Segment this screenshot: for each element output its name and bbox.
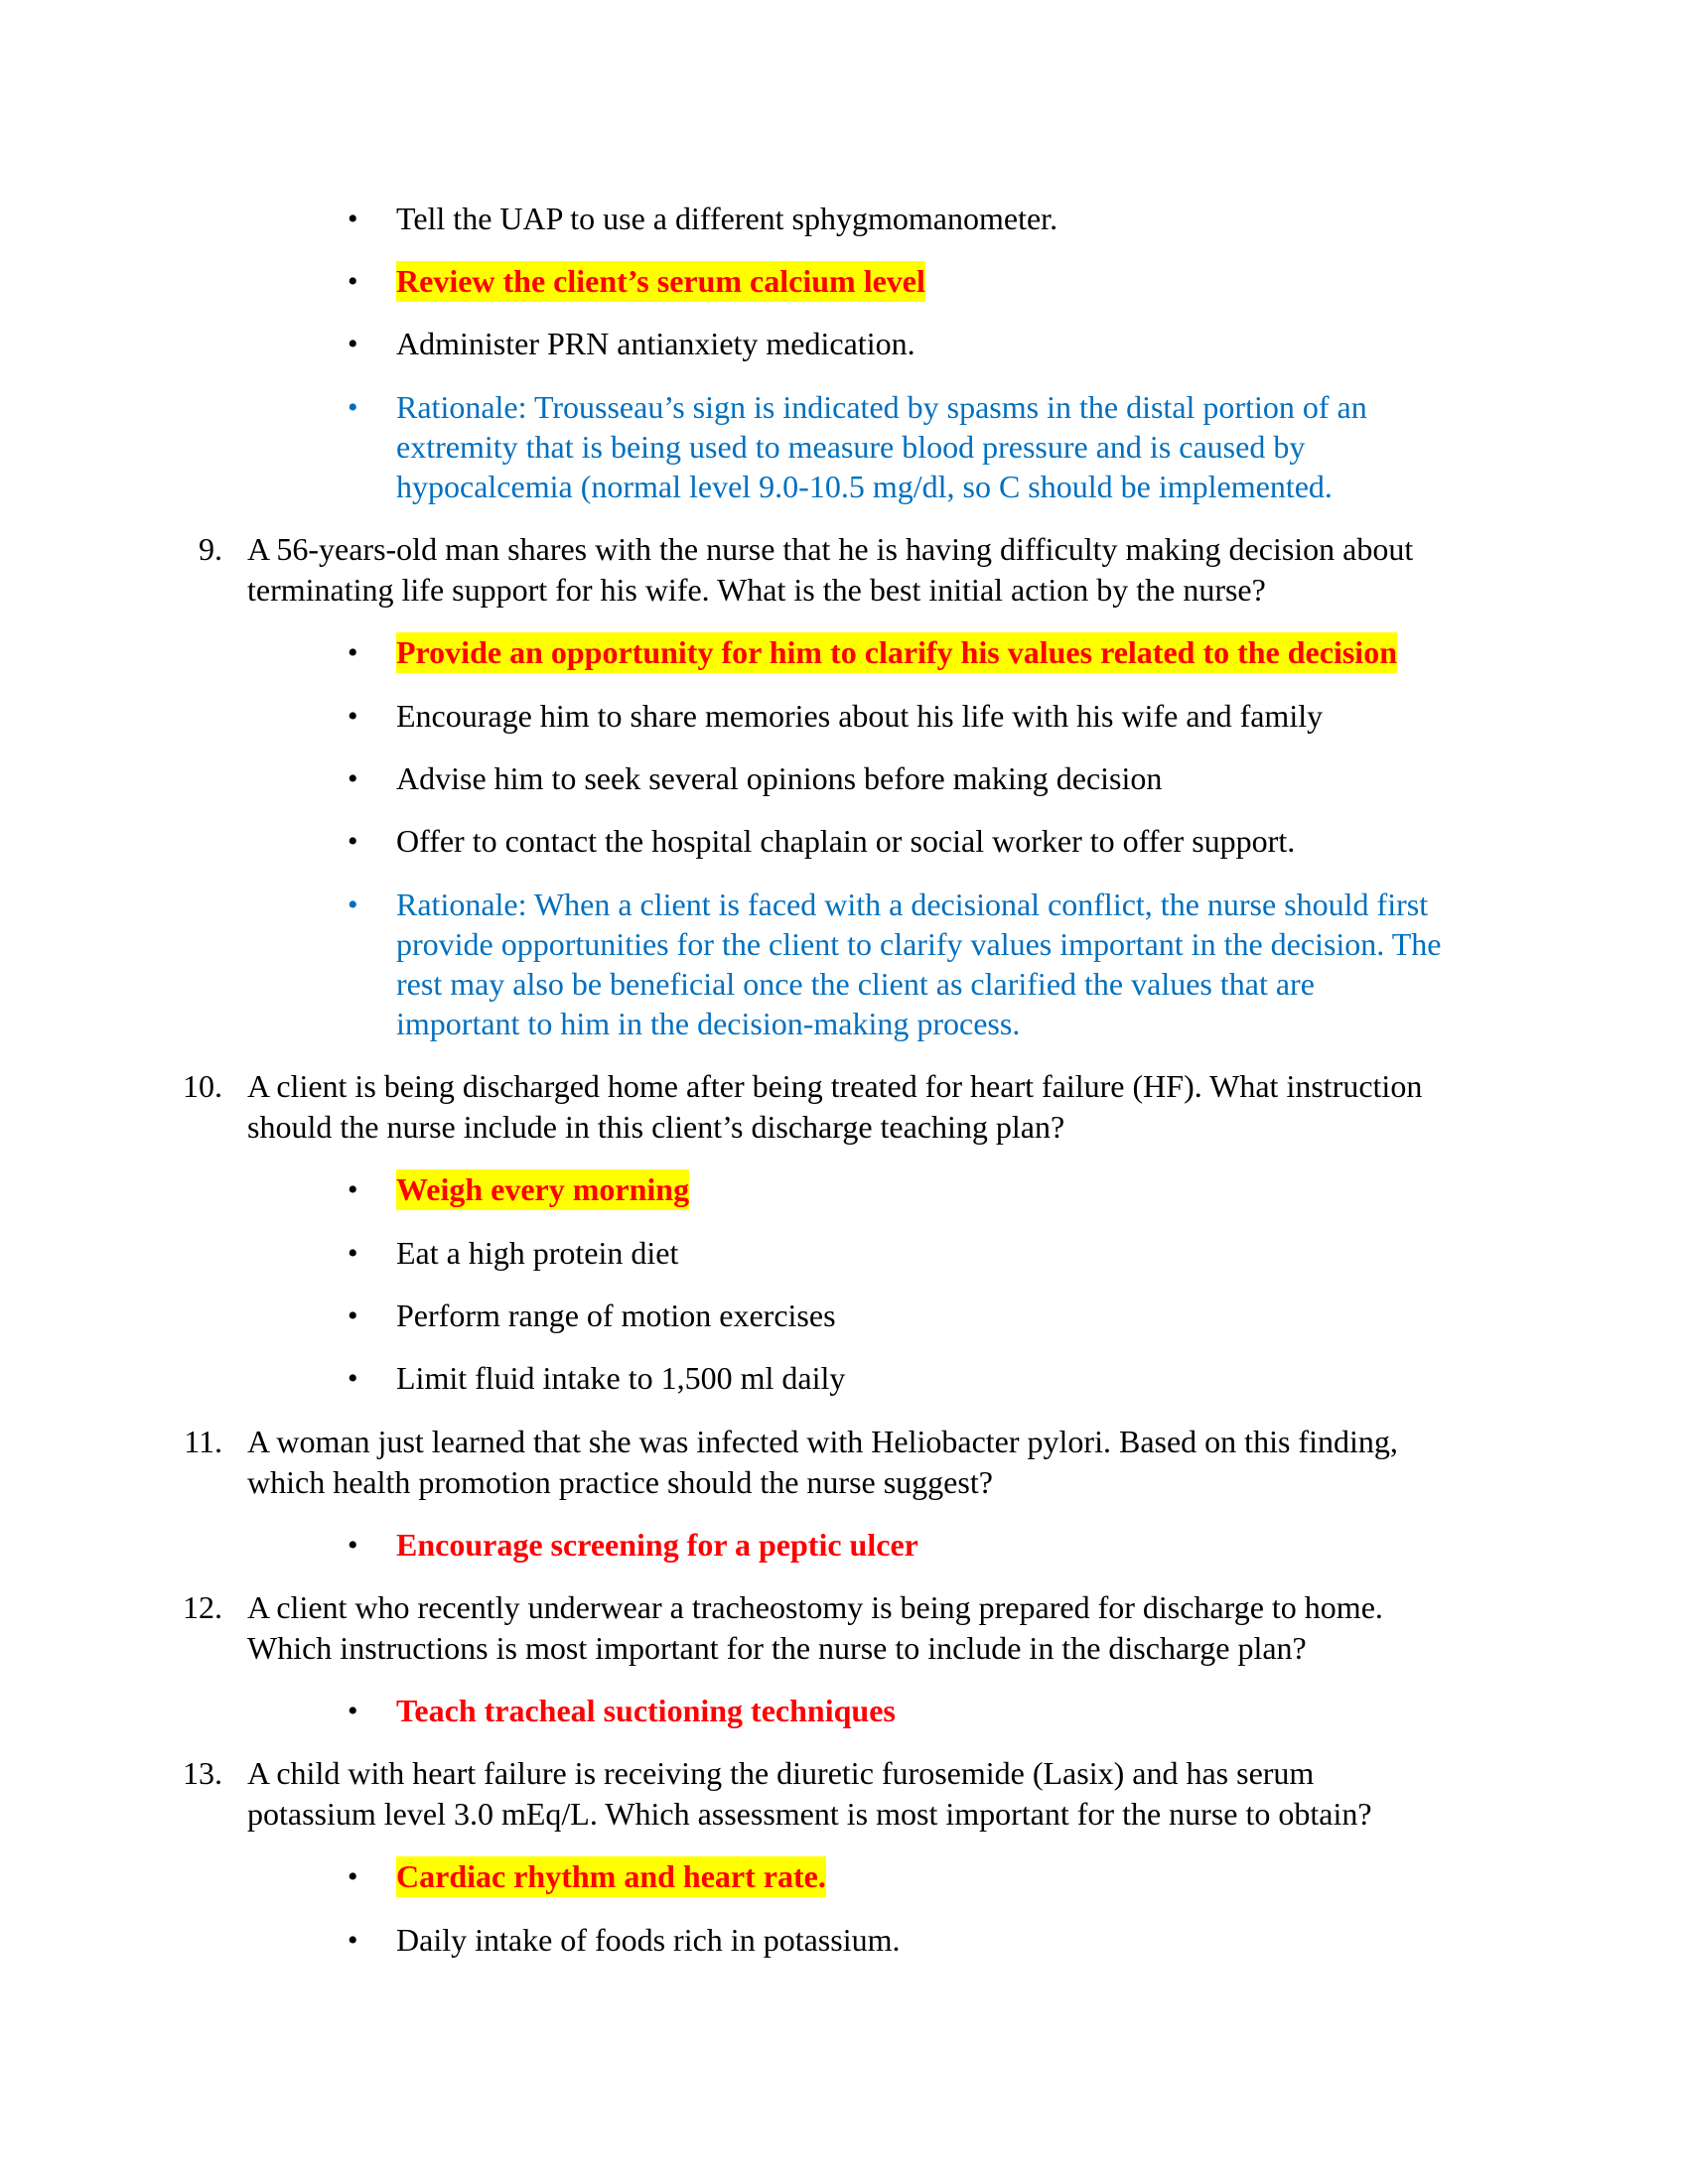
q9-correct-answer: Provide an opportunity for him to clarify his values related to the decision	[396, 632, 1397, 673]
q9-option-b: Encourage him to share memories about his life with his wife and family	[396, 698, 1324, 734]
q12-number: 12.	[183, 1589, 222, 1625]
q11-text-line-2: which health promotion practice should the nurse suggest?	[247, 1464, 993, 1500]
q9-text-line-1: A 56-years-old man shares with the nurse that he is having difficulty making decision about	[247, 531, 1414, 567]
q10-text-line-2: should the nurse include in this client’s discharge teaching plan?	[247, 1109, 1065, 1145]
bullet-icon: •	[348, 1362, 358, 1395]
q12-text-line-2: Which instructions is most important for the nurse to include in the discharge plan?	[247, 1630, 1307, 1666]
q12-correct-answer: Teach tracheal suctioning techniques	[396, 1693, 896, 1728]
q9-rationale-line-2: provide opportunities for the client to clarify values important in the decision. The	[396, 926, 1442, 962]
bullet-icon: •	[348, 700, 358, 733]
q8-rationale-line-3: hypocalcemia (normal level 9.0-10.5 mg/dl, so C should be implemented.	[396, 469, 1333, 504]
q10-number: 10.	[183, 1068, 222, 1104]
q9-option-d: Offer to contact the hospital chaplain or social worker to offer support.	[396, 823, 1296, 859]
q13-text-line-2: potassium level 3.0 mEq/L. Which assessment is most important for the nurse to obtain?	[247, 1796, 1372, 1832]
q11-number: 11.	[184, 1424, 222, 1459]
q8-rationale-line-2: extremity that is being used to measure blood pressure and is caused by	[396, 429, 1306, 465]
bullet-icon: •	[348, 391, 358, 424]
bullet-icon: •	[348, 1299, 358, 1332]
q9-rationale-line-1: Rationale: When a client is faced with a decisional conflict, the nurse should first	[396, 887, 1429, 922]
q9-rationale-line-3: rest may also be beneficial once the client as clarified the values that are	[396, 966, 1315, 1002]
q9-option-c: Advise him to seek several opinions before making decision	[396, 760, 1163, 796]
q10-option-c: Perform range of motion exercises	[396, 1297, 836, 1333]
q8-option-a: Tell the UAP to use a different sphygmomanometer.	[396, 201, 1058, 236]
bullet-icon: •	[348, 203, 358, 235]
q10-text-line-1: A client is being discharged home after being treated for heart failure (HF). What instruction	[247, 1068, 1423, 1104]
bullet-icon: •	[348, 1860, 358, 1893]
q9-rationale-line-4: important to him in the decision-making process.	[396, 1006, 1021, 1041]
q11-correct-answer: Encourage screening for a peptic ulcer	[396, 1527, 918, 1563]
bullet-icon: •	[348, 328, 358, 360]
bullet-icon: •	[348, 1529, 358, 1562]
q11-text-line-1: A woman just learned that she was infected with Heliobacter pylori. Based on this finding,	[247, 1424, 1398, 1459]
bullet-icon: •	[348, 1695, 358, 1727]
q8-correct-answer: Review the client’s serum calcium level	[396, 261, 925, 302]
bullet-icon: •	[348, 825, 358, 858]
bullet-icon: •	[348, 1237, 358, 1270]
q13-correct-answer: Cardiac rhythm and heart rate.	[396, 1856, 826, 1897]
bullet-icon: •	[348, 888, 358, 921]
q10-option-d: Limit fluid intake to 1,500 ml daily	[396, 1360, 846, 1396]
q8-option-c: Administer PRN antianxiety medication.	[396, 326, 915, 361]
q13-option-b: Daily intake of foods rich in potassium.	[396, 1922, 901, 1958]
bullet-icon: •	[348, 1173, 358, 1206]
q10-correct-answer: Weigh every morning	[396, 1169, 689, 1210]
q13-text-line-1: A child with heart failure is receiving the diuretic furosemide (Lasix) and has serum	[247, 1755, 1315, 1791]
q8-rationale-line-1: Rationale: Trousseau’s sign is indicated by spasms in the distal portion of an	[396, 389, 1367, 425]
bullet-icon: •	[348, 1924, 358, 1957]
q12-text-line-1: A client who recently underwear a tracheostomy is being prepared for discharge to home.	[247, 1589, 1383, 1625]
bullet-icon: •	[348, 636, 358, 669]
q13-number: 13.	[183, 1755, 222, 1791]
q9-text-line-2: terminating life support for his wife. What is the best initial action by the nurse?	[247, 572, 1266, 608]
bullet-icon: •	[348, 762, 358, 795]
q9-number: 9.	[199, 531, 222, 567]
bullet-icon: •	[348, 265, 358, 298]
q10-option-b: Eat a high protein diet	[396, 1235, 679, 1271]
